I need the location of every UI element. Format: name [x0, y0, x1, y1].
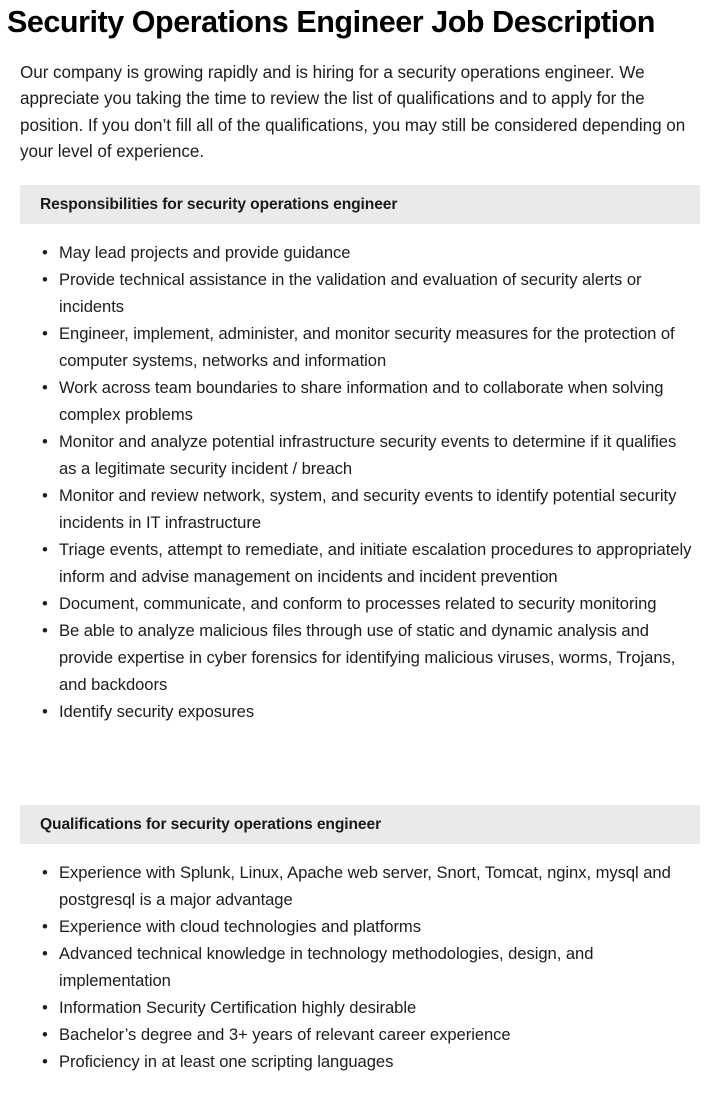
bullet-point-icon: •	[42, 998, 48, 1017]
bullet-point-icon: •	[42, 917, 48, 936]
bullet-point-icon: •	[42, 1025, 48, 1044]
list-item	[0, 428, 720, 482]
list-item-text: Engineer, implement, administer, and monitor security measures for the protection of computer systems, networks and information	[59, 324, 675, 370]
section-header-responsibilities	[20, 185, 700, 224]
bullet-point-icon: •	[42, 324, 48, 343]
bullet-point-icon: •	[42, 1052, 48, 1071]
bullet-point-icon: •	[42, 621, 48, 640]
section-header-qualifications	[20, 805, 700, 844]
bullet-point-icon: •	[42, 378, 48, 397]
list-item	[0, 320, 720, 374]
list-item	[0, 940, 720, 994]
qualifications-list	[0, 844, 720, 1075]
responsibilities-list	[0, 224, 720, 725]
list-item-text: Document, communicate, and conform to processes related to security monitoring	[59, 594, 657, 613]
list-item	[0, 617, 720, 698]
list-item-text: Advanced technical knowledge in technology methodologies, design, and implementation	[59, 944, 594, 990]
list-item	[0, 994, 720, 1021]
bullet-point-icon: •	[42, 486, 48, 505]
list-item-text: Provide technical assistance in the validation and evaluation of security alerts or incidents	[59, 270, 642, 316]
list-item	[0, 1048, 720, 1075]
bullet-point-icon: •	[42, 432, 48, 451]
list-item-text: Proficiency in at least one scripting languages	[59, 1052, 394, 1071]
bullet-point-icon: •	[42, 540, 48, 559]
list-item-text: Experience with Splunk, Linux, Apache web server, Snort, Tomcat, nginx, mysql and postgresql is a major advantage	[59, 863, 671, 909]
list-item-text: Identify security exposures	[59, 702, 255, 721]
page-title: Security Operations Engineer Job Description	[7, 5, 655, 39]
bullet-point-icon: •	[42, 702, 48, 721]
list-item	[0, 913, 720, 940]
list-item-text: Monitor and review network, system, and security events to identify potential security incidents in IT infrastructure	[59, 486, 677, 532]
list-item-text: May lead projects and provide guidance	[59, 243, 351, 262]
list-item	[0, 1021, 720, 1048]
section-qualifications	[0, 805, 720, 1075]
list-item-text: Bachelor’s degree and 3+ years of relevant career experience	[59, 1025, 511, 1044]
list-item-text: Information Security Certification highly desirable	[59, 998, 417, 1017]
bullet-point-icon: •	[42, 243, 48, 262]
intro-paragraph: Our company is growing rapidly and is hiring for a security operations engineer. We appreciate you taking the time to review the list of qualifications and to apply for the position. If you don’t fill all of the qualifications, you may still be considered depending on your level of experience.	[20, 63, 686, 162]
list-item-text: Triage events, attempt to remediate, and initiate escalation procedures to appropriately inform and advise management on incidents and incident prevention	[59, 540, 692, 586]
list-item-text: Experience with cloud technologies and platforms	[59, 917, 421, 936]
list-item	[0, 374, 720, 428]
bullet-point-icon: •	[42, 863, 48, 882]
list-item-text: Work across team boundaries to share information and to collaborate when solving complex problems	[59, 378, 664, 424]
list-item-text: Monitor and analyze potential infrastructure security events to determine if it qualifies as a legitimate security incident / breach	[59, 432, 677, 478]
list-item	[0, 859, 720, 913]
bullet-point-icon: •	[42, 594, 48, 613]
list-item	[0, 536, 720, 590]
list-item-text: Be able to analyze malicious files through use of static and dynamic analysis and provide expertise in cyber forensics for identifying malicious viruses, worms, Trojans, and backdoors	[59, 621, 676, 694]
section-heading-text: Qualifications for security operations engineer	[40, 815, 382, 833]
list-item	[0, 698, 720, 725]
list-item	[0, 590, 720, 617]
list-item	[0, 266, 720, 320]
bullet-point-icon: •	[42, 270, 48, 289]
section-responsibilities	[0, 185, 720, 725]
list-item	[0, 482, 720, 536]
section-heading-text: Responsibilities for security operations engineer	[40, 195, 398, 213]
bullet-point-icon: •	[42, 944, 48, 963]
list-item	[0, 239, 720, 266]
